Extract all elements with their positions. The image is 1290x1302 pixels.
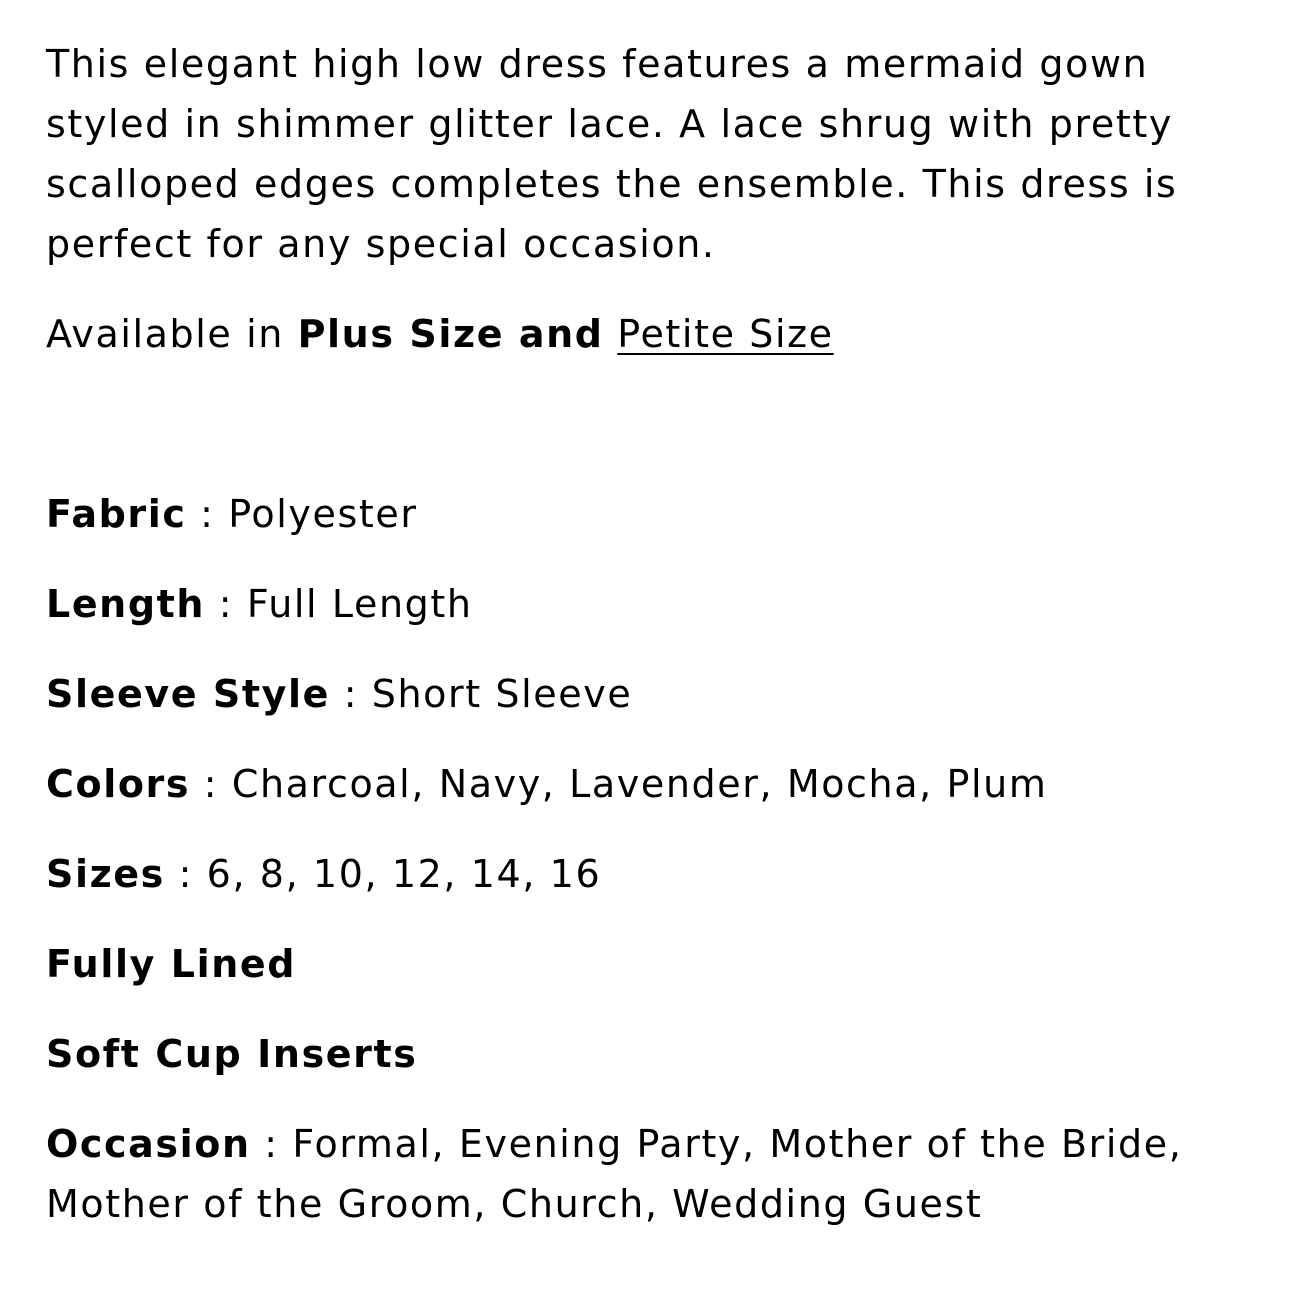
availability-line <box>46 304 834 364</box>
spec-sleeve-label: Sleeve Style <box>46 672 331 716</box>
spec-sizes <box>46 844 601 904</box>
spec-sizes-value: : 6, 8, 10, 12, 14, 16 <box>164 852 602 896</box>
product-description: This elegant high low dress features a mermaid gown styled in shimmer glitter lace. A lace shrug with pretty scalloped edges completes the ensemble. This dress is perfect for any special occasion. <box>46 42 1178 266</box>
spec-fabric-label: Fabric <box>46 492 187 536</box>
spec-length <box>46 574 473 634</box>
spec-occasion-label: Occasion <box>46 1122 251 1166</box>
spec-length-label: Length <box>46 582 206 626</box>
spec-colors-label: Colors <box>46 762 191 806</box>
spec-soft-cup-label: Soft Cup Inserts <box>46 1032 418 1076</box>
spec-sleeve <box>46 664 632 724</box>
spec-occasion <box>46 1114 1226 1234</box>
availability-prefix: Available in <box>46 312 298 356</box>
spec-sleeve-value: : Short Sleeve <box>330 672 633 716</box>
spec-fabric-value: : Polyester <box>186 492 418 536</box>
petite-size-link[interactable]: Petite Size <box>617 312 834 356</box>
spec-fully-lined <box>46 934 296 994</box>
spec-length-value: : Full Length <box>205 582 473 626</box>
availability-bold: Plus Size and <box>297 312 604 356</box>
spec-colors <box>46 754 1047 814</box>
spec-sizes-label: Sizes <box>46 852 165 896</box>
spec-fabric <box>46 484 418 544</box>
spec-soft-cup-inserts <box>46 1024 417 1084</box>
spec-colors-value: : Charcoal, Navy, Lavender, Mocha, Plum <box>190 762 1048 806</box>
spec-occasion-value: : Formal, Evening Party, Mother of the Bride, Mother of the Groom, Church, Wedding Guest <box>46 1122 1183 1226</box>
spec-fully-lined-label: Fully Lined <box>46 942 297 986</box>
